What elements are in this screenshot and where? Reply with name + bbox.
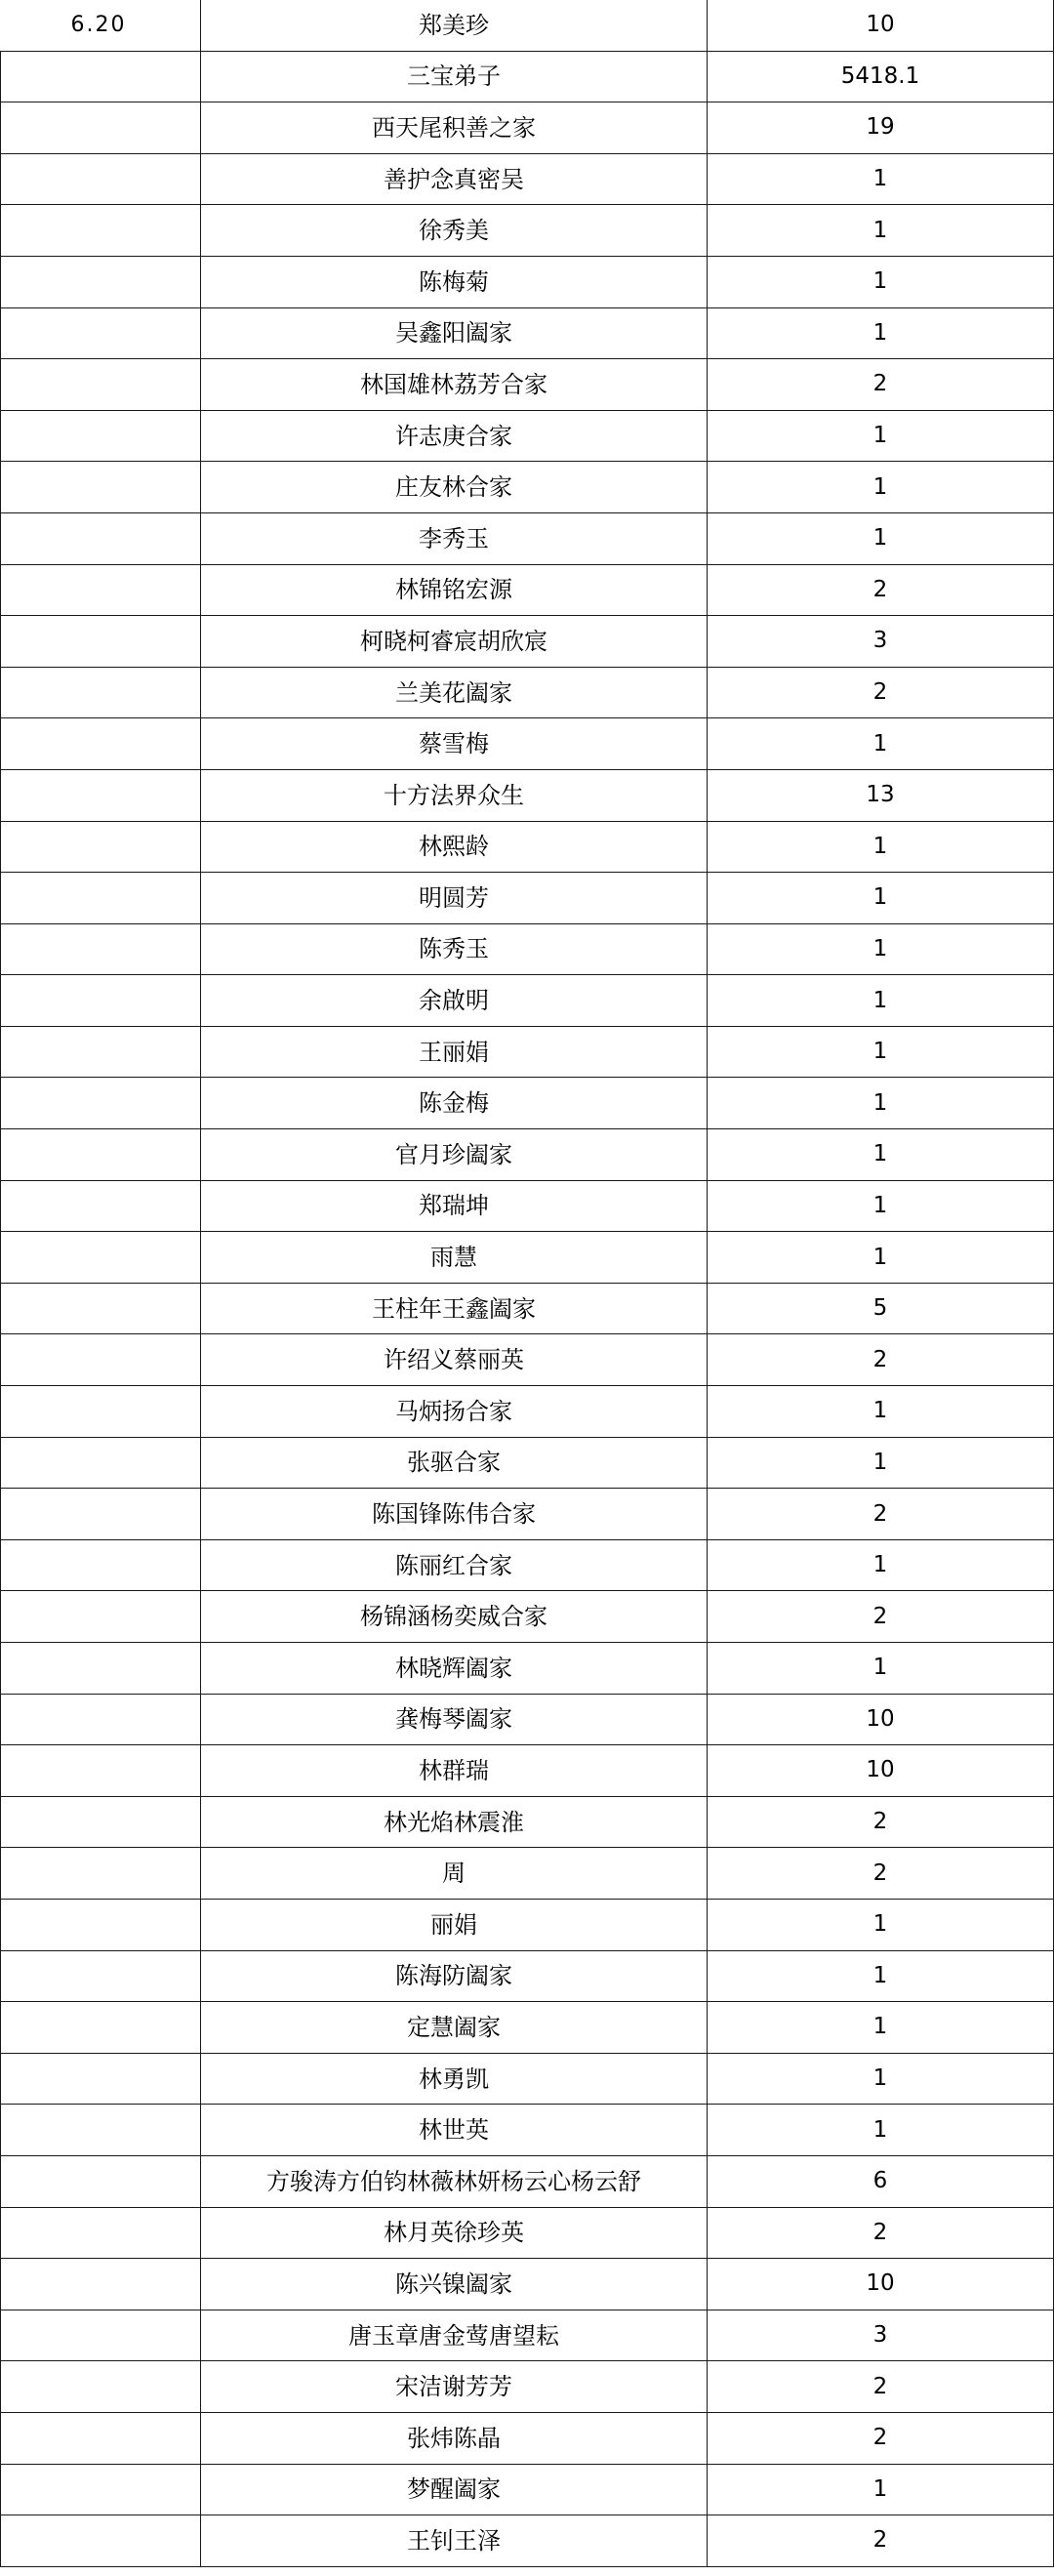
donor-name-cell: 善护念真密吴 [201, 153, 708, 205]
date-cell [1, 1437, 201, 1489]
donor-name-cell: 林勇凯 [201, 2053, 708, 2105]
date-cell [1, 512, 201, 564]
donor-name-cell: 明圆芳 [201, 873, 708, 924]
table-row [1, 256, 1054, 307]
amount-cell: 1 [708, 2464, 1054, 2515]
date-cell [1, 1129, 201, 1181]
amount-cell: 1 [708, 821, 1054, 873]
date-cell [1, 2053, 201, 2105]
donor-name-cell: 丽娟 [201, 1899, 708, 1950]
amount-cell: 1 [708, 1643, 1054, 1695]
date-cell [1, 1899, 201, 1950]
date-cell [1, 1180, 201, 1232]
donor-name-cell: 徐秀美 [201, 205, 708, 257]
donor-name-cell: 陈梅菊 [201, 256, 708, 307]
donor-name-cell: 龚梅琴阖家 [201, 1694, 708, 1745]
amount-cell: 19 [708, 102, 1054, 154]
donor-name-cell: 定慧阖家 [201, 2002, 708, 2054]
date-cell [1, 769, 201, 821]
amount-cell: 10 [708, 1745, 1054, 1797]
donor-name-cell: 余啟明 [201, 975, 708, 1027]
donor-name-cell: 林锦铭宏源 [201, 564, 708, 616]
date-cell [1, 51, 201, 102]
table-row [1, 153, 1054, 205]
date-cell [1, 1745, 201, 1797]
donor-name-cell: 陈兴镍阖家 [201, 2259, 708, 2310]
table-row [1, 1283, 1054, 1334]
donor-name-cell: 庄友林合家 [201, 462, 708, 513]
date-cell [1, 307, 201, 359]
date-cell [1, 873, 201, 924]
amount-cell: 1 [708, 1026, 1054, 1078]
table-row [1, 616, 1054, 668]
table-row [1, 1591, 1054, 1643]
table-row [1, 873, 1054, 924]
table-row [1, 512, 1054, 564]
table-row [1, 205, 1054, 257]
amount-cell: 1 [708, 975, 1054, 1027]
amount-cell: 1 [708, 923, 1054, 975]
date-cell [1, 1334, 201, 1386]
donor-name-cell: 马炳扬合家 [201, 1386, 708, 1438]
table-row [1, 1796, 1054, 1848]
date-cell [1, 821, 201, 873]
amount-cell: 1 [708, 1386, 1054, 1438]
table-row [1, 2002, 1054, 2054]
table-row [1, 1026, 1054, 1078]
date-cell [1, 2207, 201, 2259]
donor-name-cell: 林世英 [201, 2105, 708, 2156]
donor-name-cell: 李秀玉 [201, 512, 708, 564]
amount-cell: 1 [708, 2002, 1054, 2054]
table-body [1, 0, 1054, 2566]
amount-cell: 1 [708, 1180, 1054, 1232]
table-row [1, 2412, 1054, 2464]
donor-name-cell: 陈秀玉 [201, 923, 708, 975]
donor-name-cell: 王钊王泽 [201, 2515, 708, 2567]
table-row [1, 1129, 1054, 1181]
amount-cell: 2 [708, 1796, 1054, 1848]
donor-name-cell: 王柱年王鑫阖家 [201, 1283, 708, 1334]
amount-cell: 13 [708, 769, 1054, 821]
amount-cell: 1 [708, 1129, 1054, 1181]
amount-cell: 1 [708, 873, 1054, 924]
date-cell [1, 462, 201, 513]
table-row [1, 821, 1054, 873]
table-row [1, 718, 1054, 770]
date-cell [1, 256, 201, 307]
table-row [1, 2310, 1054, 2361]
amount-cell: 1 [708, 718, 1054, 770]
table-row [1, 1437, 1054, 1489]
donor-name-cell: 郑美珍 [201, 0, 708, 51]
table-row [1, 1848, 1054, 1900]
amount-cell: 2 [708, 1591, 1054, 1643]
table-row [1, 1078, 1054, 1129]
date-cell [1, 1386, 201, 1438]
donor-name-cell: 官月珍阖家 [201, 1129, 708, 1181]
amount-cell: 2 [708, 564, 1054, 616]
amount-cell: 1 [708, 1232, 1054, 1284]
amount-cell: 1 [708, 2053, 1054, 2105]
table-row [1, 102, 1054, 154]
date-cell [1, 564, 201, 616]
date-cell [1, 410, 201, 462]
donor-name-cell: 许绍义蔡丽英 [201, 1334, 708, 1386]
date-cell [1, 923, 201, 975]
donor-name-cell: 宋洁谢芳芳 [201, 2361, 708, 2413]
table-row [1, 667, 1054, 718]
date-cell [1, 1232, 201, 1284]
date-cell [1, 975, 201, 1027]
table-row [1, 1489, 1054, 1540]
date-cell [1, 205, 201, 257]
amount-cell: 2 [708, 359, 1054, 411]
date-cell [1, 2259, 201, 2310]
amount-cell: 1 [708, 410, 1054, 462]
donor-name-cell: 许志庚合家 [201, 410, 708, 462]
date-cell [1, 1796, 201, 1848]
table-row [1, 51, 1054, 102]
donor-name-cell: 柯晓柯睿宸胡欣宸 [201, 616, 708, 668]
date-cell [1, 718, 201, 770]
table-row [1, 0, 1054, 51]
amount-cell: 10 [708, 2259, 1054, 2310]
date-cell [1, 1950, 201, 2002]
donor-name-cell: 蔡雪梅 [201, 718, 708, 770]
donor-name-cell: 陈国锋陈伟合家 [201, 1489, 708, 1540]
table-row [1, 410, 1054, 462]
donor-name-cell: 林群瑞 [201, 1745, 708, 1797]
table-row [1, 1334, 1054, 1386]
date-cell [1, 2105, 201, 2156]
amount-cell: 1 [708, 256, 1054, 307]
donor-name-cell: 十方法界众生 [201, 769, 708, 821]
amount-cell: 5 [708, 1283, 1054, 1334]
table-row [1, 1232, 1054, 1284]
amount-cell: 5418.1 [708, 51, 1054, 102]
date-cell [1, 1848, 201, 1900]
donor-name-cell: 张炜陈晶 [201, 2412, 708, 2464]
amount-cell: 1 [708, 1437, 1054, 1489]
date-cell [1, 359, 201, 411]
table-row [1, 769, 1054, 821]
amount-cell: 3 [708, 616, 1054, 668]
date-cell [1, 102, 201, 154]
date-cell [1, 2515, 201, 2567]
date-cell [1, 1489, 201, 1540]
donor-name-cell: 雨慧 [201, 1232, 708, 1284]
table-row [1, 1899, 1054, 1950]
donor-name-cell: 陈金梅 [201, 1078, 708, 1129]
amount-cell: 1 [708, 153, 1054, 205]
amount-cell: 3 [708, 2310, 1054, 2361]
date-cell [1, 667, 201, 718]
table-row [1, 1643, 1054, 1695]
date-cell [1, 1026, 201, 1078]
date-cell [1, 1694, 201, 1745]
amount-cell: 10 [708, 1694, 1054, 1745]
date-cell [1, 153, 201, 205]
amount-cell: 2 [708, 2207, 1054, 2259]
table-row [1, 2259, 1054, 2310]
donor-name-cell: 林国雄林荔芳合家 [201, 359, 708, 411]
date-cell [1, 1283, 201, 1334]
table-row [1, 2464, 1054, 2515]
table-row [1, 1180, 1054, 1232]
date-cell [1, 1643, 201, 1695]
table-row [1, 2053, 1054, 2105]
donor-name-cell: 唐玉章唐金莺唐望耘 [201, 2310, 708, 2361]
amount-cell: 2 [708, 667, 1054, 718]
table-row [1, 462, 1054, 513]
amount-cell: 10 [708, 0, 1054, 51]
date-cell [1, 1591, 201, 1643]
amount-cell: 1 [708, 1950, 1054, 2002]
donor-name-cell: 吴鑫阳阖家 [201, 307, 708, 359]
amount-cell: 6 [708, 2155, 1054, 2207]
donor-name-cell: 方骏涛方伯钧林薇林妍杨云心杨云舒 [201, 2155, 708, 2207]
table-row [1, 307, 1054, 359]
date-cell [1, 2464, 201, 2515]
amount-cell: 1 [708, 462, 1054, 513]
date-cell [1, 2002, 201, 2054]
donor-name-cell: 郑瑞坤 [201, 1180, 708, 1232]
donor-name-cell: 王丽娟 [201, 1026, 708, 1078]
table-row [1, 359, 1054, 411]
donor-name-cell: 兰美花阖家 [201, 667, 708, 718]
table-row [1, 2515, 1054, 2567]
amount-cell: 2 [708, 2361, 1054, 2413]
amount-cell: 2 [708, 2412, 1054, 2464]
amount-cell: 1 [708, 307, 1054, 359]
donor-name-cell: 西天尾积善之家 [201, 102, 708, 154]
table-row [1, 2155, 1054, 2207]
date-cell [1, 2412, 201, 2464]
table-row [1, 564, 1054, 616]
donor-name-cell: 周 [201, 1848, 708, 1900]
table-row [1, 975, 1054, 1027]
donor-name-cell: 林熙龄 [201, 821, 708, 873]
amount-cell: 1 [708, 1899, 1054, 1950]
date-cell [1, 2361, 201, 2413]
amount-cell: 1 [708, 1078, 1054, 1129]
amount-cell: 1 [708, 2105, 1054, 2156]
date-cell [1, 616, 201, 668]
donor-name-cell: 梦醒阖家 [201, 2464, 708, 2515]
donor-name-cell: 林光焰林震淮 [201, 1796, 708, 1848]
date-cell: 6.20 [1, 0, 201, 51]
date-cell [1, 1078, 201, 1129]
date-cell [1, 1539, 201, 1591]
table-row [1, 2361, 1054, 2413]
donor-name-cell: 陈丽红合家 [201, 1539, 708, 1591]
donor-name-cell: 林月英徐珍英 [201, 2207, 708, 2259]
donor-name-cell: 林晓辉阖家 [201, 1643, 708, 1695]
amount-cell: 1 [708, 1539, 1054, 1591]
table-row [1, 1694, 1054, 1745]
amount-cell: 2 [708, 1489, 1054, 1540]
amount-cell: 2 [708, 1848, 1054, 1900]
donor-name-cell: 三宝弟子 [201, 51, 708, 102]
table-row [1, 2105, 1054, 2156]
table-row [1, 1745, 1054, 1797]
table-row [1, 1539, 1054, 1591]
amount-cell: 2 [708, 1334, 1054, 1386]
amount-cell: 1 [708, 205, 1054, 257]
date-cell [1, 2155, 201, 2207]
amount-cell: 1 [708, 512, 1054, 564]
donor-name-cell: 张驱合家 [201, 1437, 708, 1489]
table-row [1, 2207, 1054, 2259]
amount-cell: 2 [708, 2515, 1054, 2567]
table-row [1, 1950, 1054, 2002]
donor-name-cell: 陈海防阖家 [201, 1950, 708, 2002]
date-cell [1, 2310, 201, 2361]
table-row [1, 923, 1054, 975]
donor-name-cell: 杨锦涵杨奕威合家 [201, 1591, 708, 1643]
table-row [1, 1386, 1054, 1438]
